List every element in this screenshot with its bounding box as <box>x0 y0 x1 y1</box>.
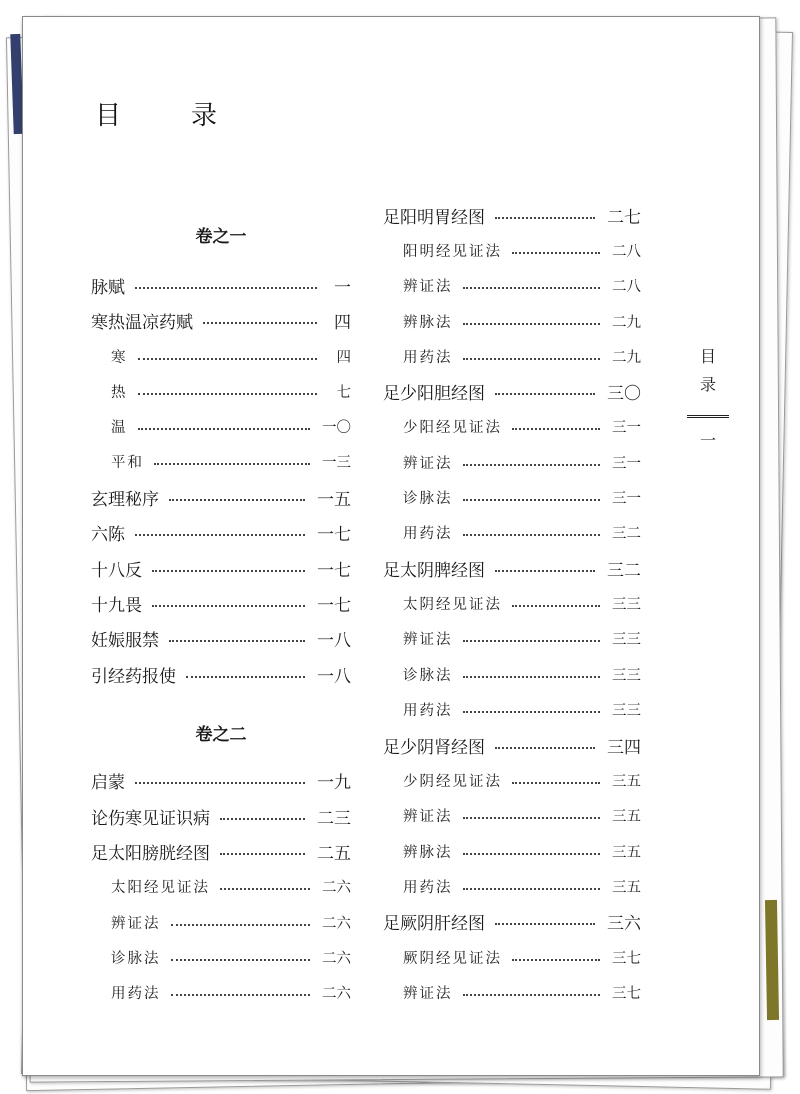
toc-subentry[interactable] <box>91 874 351 898</box>
dot-leader <box>152 605 305 607</box>
toc-subentry[interactable] <box>383 591 641 615</box>
toc-page <box>22 16 760 1076</box>
entry-page: 三五 <box>612 808 641 825</box>
dot-leader <box>512 428 600 430</box>
entry-page: 七 <box>336 384 351 401</box>
dot-leader <box>463 711 601 713</box>
dot-leader <box>220 818 305 820</box>
entry-title: 论伤寒见证识病 <box>91 808 210 829</box>
dot-leader <box>135 287 317 289</box>
dot-leader <box>186 676 305 678</box>
entry-page: 四 <box>334 312 351 333</box>
entry-title: 诊脉法 <box>111 950 161 967</box>
toc-subentry[interactable] <box>383 273 641 297</box>
entry-title: 用药法 <box>403 349 453 366</box>
running-head-char: 目 <box>699 347 716 366</box>
entry-title: 寒 <box>111 349 128 366</box>
entry-title: 用药法 <box>403 702 453 719</box>
toc-subentry[interactable] <box>91 910 351 934</box>
toc-subentry[interactable] <box>383 626 641 650</box>
entry-title: 热 <box>111 384 128 401</box>
dot-leader <box>463 287 601 289</box>
entry-title: 辨证法 <box>111 915 161 932</box>
dot-leader <box>171 959 311 961</box>
entry-page: 二九 <box>612 314 641 331</box>
dot-leader <box>152 570 305 572</box>
entry-title: 诊脉法 <box>403 667 453 684</box>
entry-page: 二八 <box>612 278 641 295</box>
entry-page: 二九 <box>612 349 641 366</box>
entry-title: 用药法 <box>403 525 453 542</box>
entry-page: 一 <box>334 277 351 298</box>
volume-heading: 卷之二 <box>195 725 247 745</box>
page-title: 目 录 <box>95 101 240 131</box>
dot-leader <box>220 853 305 855</box>
entry-title: 太阴经见证法 <box>403 596 502 613</box>
dot-leader <box>512 959 600 961</box>
toc-entry[interactable] <box>91 273 351 297</box>
entry-title: 阳明经见证法 <box>403 243 502 260</box>
entry-title: 足太阳膀胱经图 <box>91 843 210 864</box>
toc-subentry[interactable] <box>383 803 641 827</box>
entry-page: 三五 <box>612 844 641 861</box>
toc-subentry[interactable] <box>383 839 641 863</box>
entry-title: 引经药报使 <box>91 666 176 687</box>
entry-page: 三三 <box>612 631 641 648</box>
entry-page: 三七 <box>612 985 641 1002</box>
toc-subentry[interactable] <box>383 662 641 686</box>
entry-title: 少阳经见证法 <box>403 419 502 436</box>
entry-title: 十九畏 <box>91 595 142 616</box>
entry-page: 一三 <box>322 454 351 471</box>
entry-title: 辨证法 <box>403 985 453 1002</box>
toc-subentry[interactable] <box>383 485 641 509</box>
toc-subentry[interactable] <box>91 449 351 473</box>
toc-subentry[interactable] <box>383 309 641 333</box>
toc-entry[interactable] <box>383 556 641 580</box>
toc-subentry[interactable] <box>91 414 351 438</box>
toc-entry[interactable] <box>91 839 351 863</box>
toc-subentry[interactable] <box>91 945 351 969</box>
toc-entry[interactable] <box>91 556 351 580</box>
entry-title: 寒热温凉药赋 <box>91 312 193 333</box>
entry-title: 足阳明胃经图 <box>383 207 485 228</box>
running-head-char: 录 <box>699 375 716 394</box>
entry-page: 三一 <box>612 490 641 507</box>
dot-leader <box>463 994 601 996</box>
entry-page: 二六 <box>322 985 351 1002</box>
entry-page: 三一 <box>612 455 641 472</box>
entry-page: 二三 <box>317 808 351 829</box>
dot-leader <box>463 676 601 678</box>
entry-title: 辨证法 <box>403 808 453 825</box>
dot-leader <box>512 605 600 607</box>
entry-title: 温 <box>111 419 128 436</box>
entry-title: 诊脉法 <box>403 490 453 507</box>
dot-leader <box>154 463 310 465</box>
toc-entry[interactable] <box>91 485 351 509</box>
dot-leader <box>463 323 601 325</box>
toc-subentry[interactable] <box>91 344 351 368</box>
entry-page: 二六 <box>322 915 351 932</box>
toc-entry[interactable] <box>91 662 351 686</box>
dot-leader <box>463 640 601 642</box>
entry-page: 一七 <box>317 560 351 581</box>
toc-subentry[interactable] <box>383 945 641 969</box>
dot-leader <box>171 994 311 996</box>
entry-page: 一九 <box>317 772 351 793</box>
toc-entry[interactable] <box>383 379 641 403</box>
entry-page: 三〇 <box>607 383 641 404</box>
entry-title: 足厥阴肝经图 <box>383 913 485 934</box>
entry-title: 辨脉法 <box>403 314 453 331</box>
entry-page: 四 <box>336 349 351 366</box>
dot-leader <box>171 924 311 926</box>
entry-title: 辨证法 <box>403 278 453 295</box>
entry-title: 足少阳胆经图 <box>383 383 485 404</box>
dot-leader <box>463 499 601 501</box>
entry-page: 一八 <box>317 630 351 651</box>
toc-subentry[interactable] <box>383 344 641 368</box>
entry-page: 三三 <box>612 667 641 684</box>
toc-subentry[interactable] <box>383 238 641 262</box>
toc-subentry[interactable] <box>383 414 641 438</box>
dot-leader <box>495 747 595 749</box>
toc-subentry[interactable] <box>383 450 641 474</box>
running-head <box>683 343 733 451</box>
dot-leader <box>495 923 595 925</box>
entry-page: 三六 <box>607 913 641 934</box>
dot-leader <box>135 534 305 536</box>
toc-subentry[interactable] <box>383 697 641 721</box>
dot-leader <box>135 782 305 784</box>
entry-page: 一八 <box>317 666 351 687</box>
entry-page: 一七 <box>317 595 351 616</box>
toc-subentry[interactable] <box>383 520 641 544</box>
toc-subentry[interactable] <box>383 980 641 1004</box>
dot-leader <box>495 393 595 395</box>
dot-leader <box>220 888 310 890</box>
toc-entry[interactable] <box>383 203 641 227</box>
entry-title: 玄理秘序 <box>91 489 159 510</box>
toc-entry[interactable] <box>91 308 351 332</box>
toc-subentry[interactable] <box>383 874 641 898</box>
toc-entry[interactable] <box>91 626 351 650</box>
toc-entry[interactable] <box>383 909 641 933</box>
dot-leader <box>463 464 601 466</box>
entry-page: 三四 <box>607 737 641 758</box>
toc-entry[interactable] <box>383 733 641 757</box>
entry-title: 启蒙 <box>91 772 125 793</box>
entry-page: 一〇 <box>322 419 351 436</box>
entry-title: 厥阴经见证法 <box>403 950 502 967</box>
entry-page: 二六 <box>322 950 351 967</box>
dot-leader <box>512 782 600 784</box>
page-number: 一 <box>699 431 716 450</box>
entry-title: 辨脉法 <box>403 844 453 861</box>
dot-leader <box>138 428 311 430</box>
entry-title: 十八反 <box>91 560 142 581</box>
entry-page: 一七 <box>317 524 351 545</box>
toc-entry[interactable] <box>91 591 351 615</box>
dot-leader <box>169 640 305 642</box>
entry-title: 妊娠服禁 <box>91 630 159 651</box>
entry-page: 二五 <box>317 843 351 864</box>
entry-page: 三二 <box>607 560 641 581</box>
toc-subentry[interactable] <box>91 379 351 403</box>
dot-leader <box>463 817 601 819</box>
dot-leader <box>138 393 318 395</box>
cover-edge <box>765 900 779 1020</box>
entry-page: 三二 <box>612 525 641 542</box>
entry-title: 平和 <box>111 454 144 471</box>
double-rule-divider <box>687 415 729 418</box>
dot-leader <box>138 358 318 360</box>
dot-leader <box>463 534 601 536</box>
entry-page: 三三 <box>612 702 641 719</box>
entry-title: 辨证法 <box>403 631 453 648</box>
entry-page: 二八 <box>612 243 641 260</box>
entry-title: 用药法 <box>111 985 161 1002</box>
entry-page: 一五 <box>317 489 351 510</box>
toc-entry[interactable] <box>91 804 351 828</box>
entry-page: 三一 <box>612 419 641 436</box>
toc-entry[interactable] <box>91 520 351 544</box>
entry-page: 三七 <box>612 950 641 967</box>
toc-subentry[interactable] <box>383 768 641 792</box>
entry-title: 六陈 <box>91 524 125 545</box>
entry-page: 三五 <box>612 773 641 790</box>
entry-title: 少阴经见证法 <box>403 773 502 790</box>
entry-title: 辨证法 <box>403 455 453 472</box>
entry-title: 用药法 <box>403 879 453 896</box>
toc-entry[interactable] <box>91 768 351 792</box>
entry-title: 足太阴脾经图 <box>383 560 485 581</box>
dot-leader <box>463 888 601 890</box>
entry-title: 脉赋 <box>91 277 125 298</box>
entry-page: 二六 <box>322 879 351 896</box>
entry-page: 三三 <box>612 596 641 613</box>
dot-leader <box>512 252 600 254</box>
entry-title: 太阳经见证法 <box>111 879 210 896</box>
dot-leader <box>203 322 317 324</box>
volume-heading: 卷之一 <box>195 227 247 247</box>
dot-leader <box>495 570 595 572</box>
entry-page: 二七 <box>607 207 641 228</box>
entry-title: 足少阴肾经图 <box>383 737 485 758</box>
dot-leader <box>169 499 305 501</box>
toc-subentry[interactable] <box>91 980 351 1004</box>
dot-leader <box>495 217 595 219</box>
entry-page: 三五 <box>612 879 641 896</box>
dot-leader <box>463 358 601 360</box>
dot-leader <box>463 853 601 855</box>
